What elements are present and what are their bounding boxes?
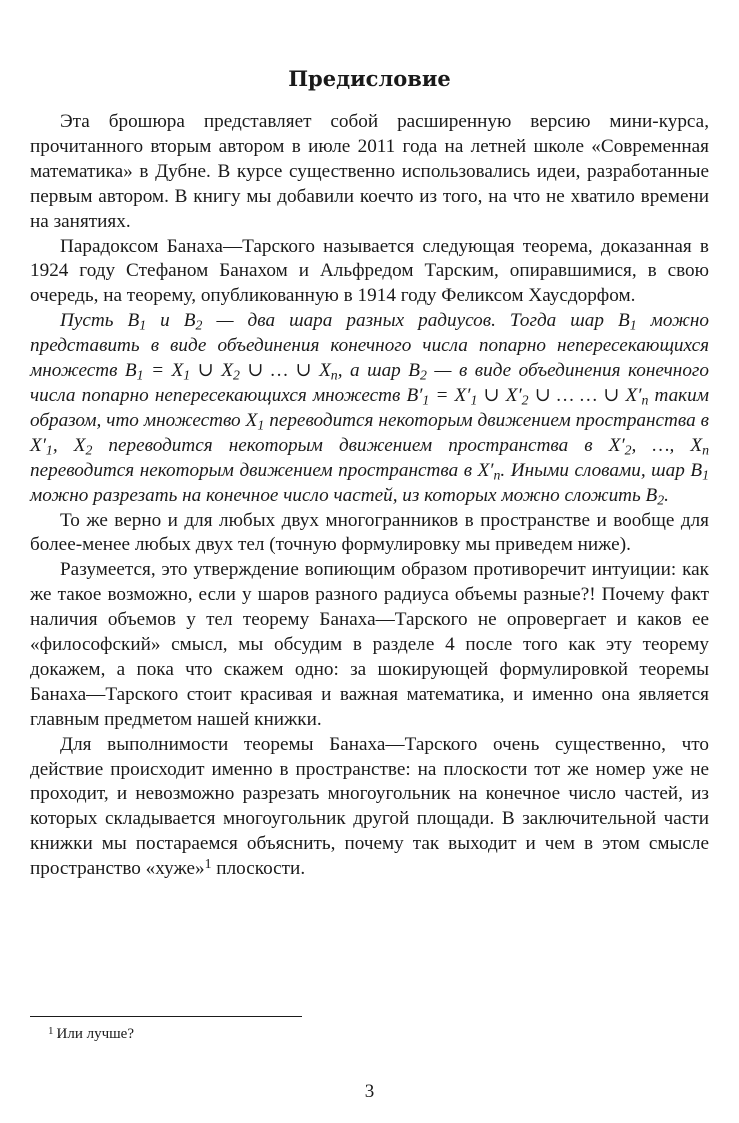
theorem-text: , X <box>52 434 86 456</box>
subscript-index: 1 <box>136 367 144 383</box>
subscript-index: 1 <box>702 467 709 483</box>
theorem-text: переводится некоторым движением пространства в X′ <box>92 434 625 456</box>
paragraph-polyhedra: То же верно и для любых двух многогранников в пространстве и вообще для более-менее любых двух тел (точную формулировку мы приведем ниже). <box>30 509 709 556</box>
footnote-text: Или лучше? <box>56 1026 134 1042</box>
theorem-text: = X′ <box>429 384 471 406</box>
theorem-text: ∪ X <box>190 360 233 382</box>
theorem-text: и B <box>146 310 196 332</box>
paragraph-intuition: Разумеется, это утверждение вопиющим образом противоречит интуиции: как же такое возможно, если у шаров разного радиуса объемы разные?! Почему факт наличия объемов у тел теорему Банаха—Тарского не опровергает и каков ее «философский» смысл, мы обсудим в разделе 4 после того как эту теорему докажем, а пока что скажем одно: за шокирующей формулировкой теоремы Банаха—Тарского стоит красивая и важная математика, и именно она является главным предметом нашей книжки. <box>30 559 709 730</box>
page-title: Предисловие <box>288 66 451 91</box>
theorem-text: Пусть B <box>60 310 140 332</box>
theorem-text: переводится некоторым движением пространства в X′ <box>30 409 709 456</box>
theorem-text: можно разрезать на конечное число частей, из которых можно сложить B <box>30 484 658 506</box>
footnote-divider <box>30 1016 302 1017</box>
theorem-text: . Иными словами, шар B <box>500 459 703 481</box>
footnote-mark: 1 <box>48 1025 54 1037</box>
subscript-index: n <box>641 392 649 408</box>
theorem-text: — в виде объединения конечного числа попарно непересекающихся множеств B′ <box>30 360 709 406</box>
footnote <box>48 1021 134 1044</box>
theorem-text: таким образом, что множество X <box>30 384 709 431</box>
subscript-index: 1 <box>257 417 265 433</box>
page-number: 3 <box>364 1081 375 1102</box>
subscript-index: 2 <box>624 442 632 458</box>
body-text <box>30 110 709 882</box>
paragraph-space-vs-plane <box>30 733 709 882</box>
theorem-text: = X <box>143 360 184 382</box>
theorem-text: — два шара разных радиусов. Тогда шар B <box>202 310 630 332</box>
subscript-index: 2 <box>232 367 240 383</box>
subscript-index: 2 <box>521 392 529 408</box>
paragraph-text: плоскости. <box>211 858 306 880</box>
subscript-index: 2 <box>85 442 93 458</box>
paragraph-paradox-definition: Парадоксом Банаха—Тарского называется следующая теорема, доказанная в 1924 году Стефаном Банахом и Альфредом Тарским, опиравшимися, в свою очередь, на теорему, опубликованную в 1914 году Феликсом Хаусдорфом. <box>30 235 709 307</box>
subscript-index: n <box>493 467 501 483</box>
subscript-index: 1 <box>139 317 147 333</box>
subscript-index: 2 <box>419 367 427 383</box>
subscript-index: 2 <box>195 317 203 333</box>
theorem-text: , а шар B <box>337 360 420 382</box>
subscript-index: n <box>330 367 338 383</box>
theorem-text: . <box>664 484 669 506</box>
paragraph-text: Для выполнимости теоремы Банаха—Тарского очень существенно, что действие происходит именно в пространстве: на плоскости тот же номер уже не проходит, и невозможно разрезать многоугольник на конечное число частей, из которых складывается многоугольник другой площади. В заключительной части книжки мы постараемся объяснить, почему так выходит и чем в этом смысле пространство «хуже» <box>30 733 709 880</box>
theorem-text: ∪ … ∪ X <box>239 360 331 382</box>
subscript-index: 1 <box>629 317 637 333</box>
theorem-text: ∪ X′ <box>477 384 522 406</box>
subscript-index: 1 <box>183 367 191 383</box>
theorem-statement <box>30 309 709 508</box>
theorem-text: можно представить в виде объединения конечного числа попарно непересекающихся множеств B <box>30 310 709 382</box>
theorem-text: ∪ … … ∪ X′ <box>528 384 642 406</box>
theorem-text: , …, X <box>631 434 703 456</box>
subscript-index: 1 <box>422 392 430 408</box>
subscript-index: 1 <box>45 442 53 458</box>
subscript-index: 1 <box>470 392 478 408</box>
paragraph-intro: Эта брошюра представляет собой расширенную версию мини-курса, прочитанного вторым автором в июле 2011 года на летней школе «Современная математика» в Дубне. В курсе существенно использовались идеи, разработанные первым автором. В книгу мы добавили коечто из того, на что не хватило времени на занятиях. <box>30 111 709 232</box>
footnote-reference[interactable]: 1 <box>204 855 212 871</box>
subscript-index: 2 <box>657 492 665 508</box>
theorem-text: переводится некоторым движением пространства в X′ <box>30 459 494 481</box>
subscript-index: n <box>702 442 709 458</box>
